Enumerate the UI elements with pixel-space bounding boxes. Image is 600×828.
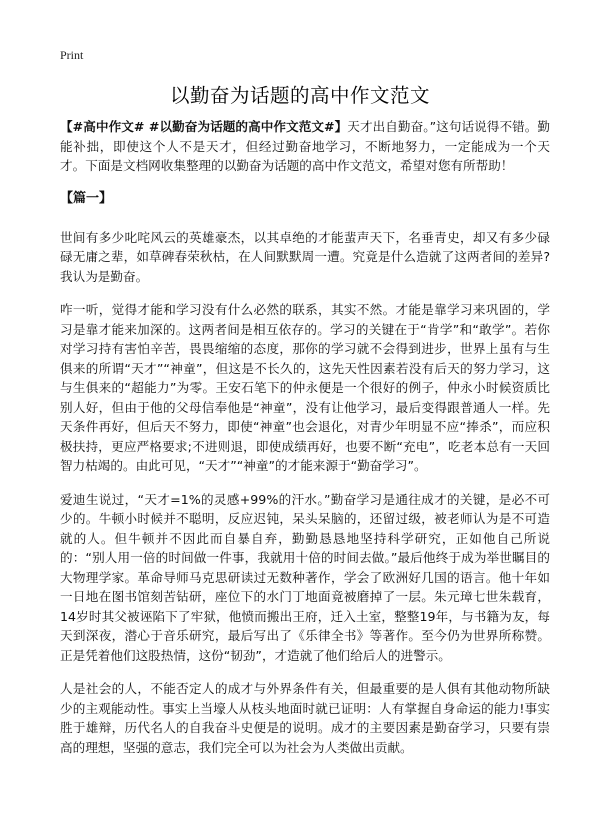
body-paragraph-2: 咋一听，觉得才能和学习没有什么必然的联系，其实不然。才能是靠学习来巩固的，学习是靠才能来加深的。这两者间是相互依存的。学习的关键在于“肯学”和“敢学”。若你对学习持有害怕辛苦，畏畏缩缩的态度，那你的学习就不会得到进步，世界上虽有与生俱来的所谓“天才”“神童”，但这是不长久的，这先天性因素若没有后天的努力学习，这与生俱来的“超能力”为零。王安石笔下的仲永便是一个很好的例子，仲永小时候资质比别人好，但由于他的父母信奉他是“神童”，没有让他学习，最后变得跟普通人一样。先天条件再好，但后天不努力，即使“神童”也会退化，对青少年明显不应“捧杀”，而应积极扶持，更应严格要求;不进则退，即使成绩再好，也要不断“充电”，吃老本总有一天回智力枯竭的。由此可见，“天才”“神童”的才能来源于“勤奋学习”。 [60, 302, 550, 473]
print-link[interactable]: Print [60, 48, 84, 62]
article-body [60, 117, 550, 757]
body-paragraph-3: 爱迪生说过，“天才=1%的灵感+99%的汗水。”勤奋学习是通往成才的关键，是必不可少的。牛顿小时候并不聪明，反应迟钝，呆头呆脑的，还留过级，被老师认为是不可造就的人。但牛顿并不因此而自暴自弃，勤勤恳恳地坚持科学研究，正如他自己所说的：“别人用一倍的时间做一件事，我就用十倍的时间去做。”最后他终于成为举世瞩目的大物理学家。革命导师马克思研读过无数种著作，学会了欧洲好几国的语言。他十年如一日地在图书馆刻苦钻研，座位下的水门丁地面竟被磨掉了一层。朱元璋七世朱载育，14岁时其父被诬陷下了牢狱，他愤而搬出王府，迁入土室，整整19年，与书籍为友，每天到深夜，潜心于音乐研究，最后写出了《乐律全书》等著作。至今仍为世界所称赞。正是凭着他们这股热情，这份“韧劲”，才造就了他们给后人的进警示。 [60, 491, 550, 663]
body-paragraph-1: 世间有多少叱咤风云的英雄豪杰，以其卓绝的才能蜚声天下，名垂青史，却又有多少碌碌无庸之辈，如草碑春荣秋枯，在人间默默周一遭。究竟是什么造就了这两者间的差异?我认为是勤奋。 [60, 229, 550, 284]
body-paragraph-4: 人是社会的人，不能否定人的成才与外界条件有关，但最重要的是人俱有其他动物所缺少的主观能动性。事实上当壕人从枝头地面时就已证明：人有掌握自身命运的能力!事实胜于雄辩，历代名人的自我奋斗史便是的说明。成才的主要因素是勤奋学习，只要有崇高的理想，坚强的意志，我们完全可以为社会为人类做出贡献。 [60, 681, 550, 755]
intro-text: 天才出自勤奋。”这句话说得不错。勤能补拙，即使这个人不是天才，但经过勤奋地学习，不断地努力，一定能成为一个天才。下面是文档网收集整理的以勤奋为话题的高中作文范文，希望对您有所帮助！ [60, 119, 551, 173]
intro-paragraph [60, 117, 550, 176]
article-title: 以勤奋为话题的高中作文范文 [169, 84, 430, 107]
intro-tags: 【#高中作文# #以勤奋为话题的高中作文范文#】 [60, 119, 348, 134]
section-heading: 【篇一】 [60, 190, 113, 206]
